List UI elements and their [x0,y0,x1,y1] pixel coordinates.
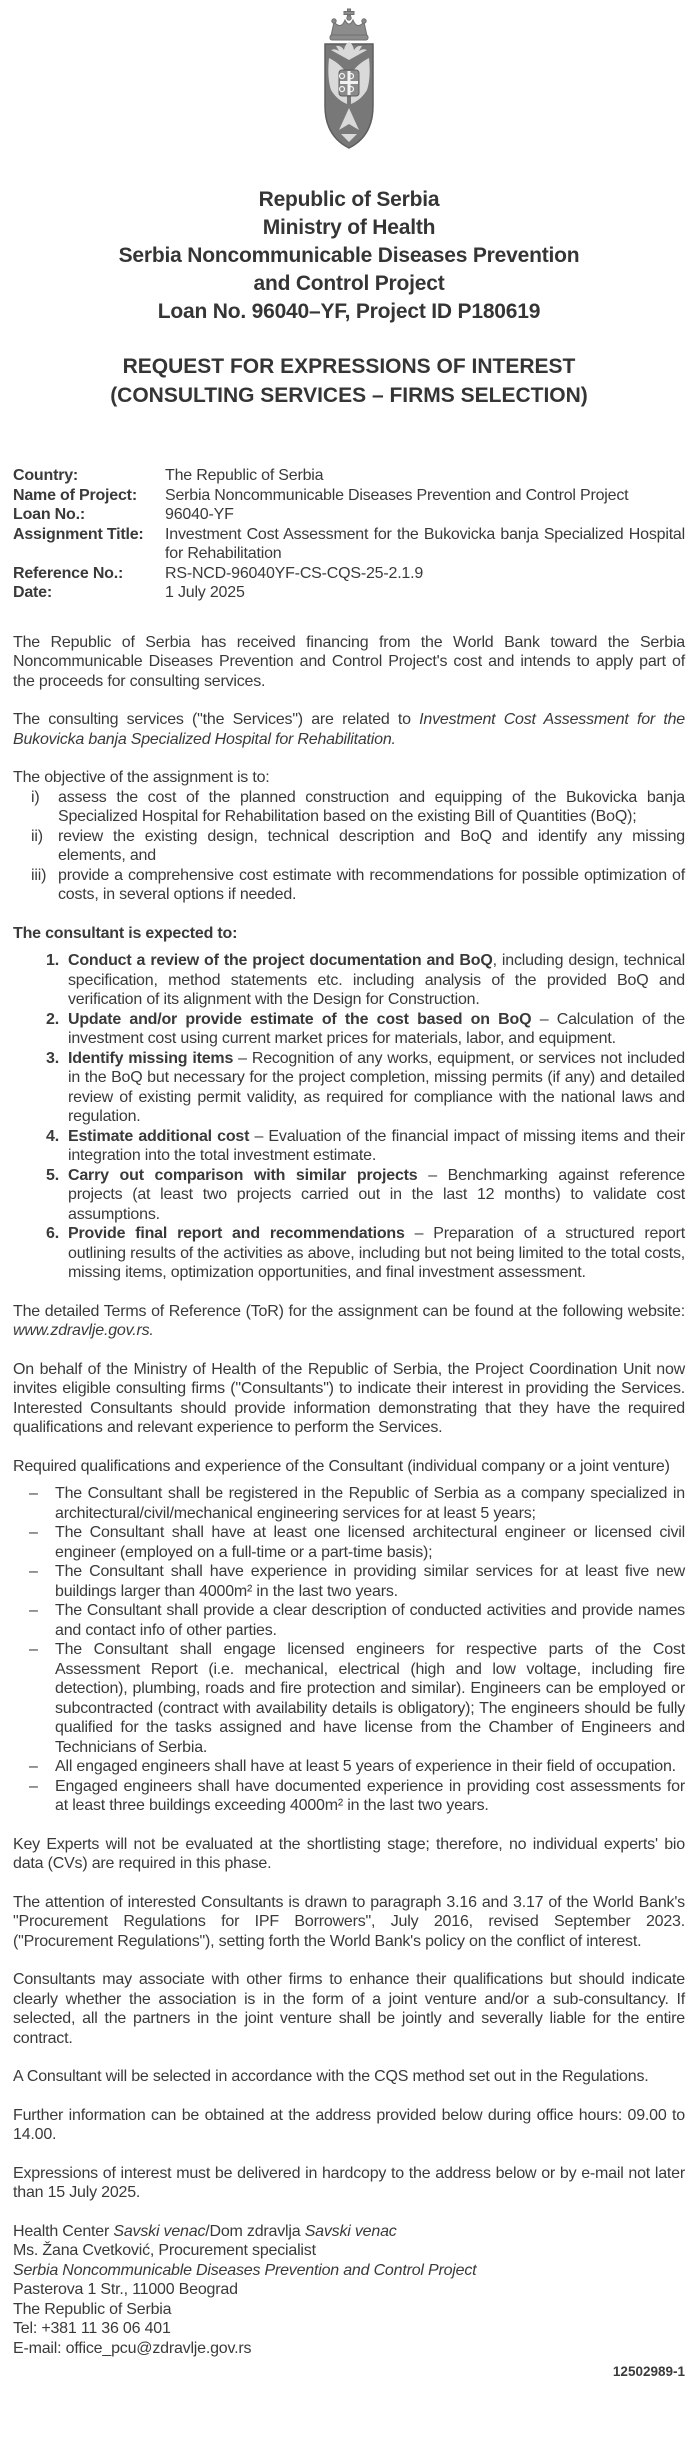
qualification-item [13,1601,685,1640]
info-value: Investment Cost Assessment for the Bukovicka banja Specialized Hospital for Rehabilitation [165,525,685,562]
qualifications-list [13,1484,685,1816]
qualification-item [13,1757,685,1777]
dash-marker: – [29,1485,38,1502]
task-item [13,1010,685,1049]
address-line-project: Serbia Noncommunicable Diseases Prevention and Control Project [13,2261,477,2279]
qualification-text: The Consultant shall be registered in the Republic of Serbia as a company specialized in architectural/civil/mechanical engineering services for at least 5 years; [55,1485,685,1522]
qualification-item [13,1777,685,1816]
objective-marker: i) [31,788,40,806]
task-rest: – Preparation of a structured report outlining results of the activities as above, including but not being limited to the total costs, missing items, optimization opportunities, and final investment assessment. [68,1225,685,1281]
document-title [13,352,685,410]
qualification-text: Engaged engineers shall have documented experience in providing cost assessments for at least three buildings exceeding 4000m² in the last two years. [55,1777,685,1814]
info-label: Name of Project: [13,486,137,504]
info-label: Country: [13,467,79,484]
services-prefix: The consulting services ("the Services") are related to [13,711,420,728]
qualification-text: All engaged engineers shall have at least 5 years of experience in their field of occupation. [55,1758,676,1775]
org-line-ministry: Ministry of Health [262,216,436,239]
key-experts-paragraph: Key Experts will not be evaluated at the shortlisting stage; therefore, no individual experts' bio data (CVs) are required in this phase. [13,1835,685,1872]
info-row-date [13,583,685,603]
consultant-tasks-list [13,951,685,1283]
address-line-health-center [13,2222,685,2242]
invitation-paragraph: On behalf of the Ministry of Health of the Republic of Serbia, the Project Coordination Unit now invites eligible consulting firms ("Consultants") to indicate their interest in providing the Services. Interested Consultants should provide information demonstrating that they have the required qualifications and relevant experience to perform the Services. [13,1360,685,1436]
info-row-loan-no [13,505,685,525]
task-item [13,1127,685,1166]
info-label: Reference No.: [13,564,124,582]
task-number: 6. [46,1225,59,1242]
financing-paragraph: The Republic of Serbia has received financing from the World Bank toward the Serbia Noncommunicable Diseases Prevention and Control Project's cost and intends to apply part of the proceeds for consulting services. [13,633,685,690]
contact-address-block [13,2222,685,2359]
objective-intro: The objective of the assignment is to: [13,769,270,786]
info-row-reference-no [13,564,685,584]
qualifications-heading: Required qualifications and experience of the Consultant (individual company or a joint venture) [13,1457,670,1475]
task-item [13,1049,685,1127]
footer-reference-code: 12502989-1 [612,2364,685,2379]
info-label: Date: [13,584,53,601]
org-line-project-1: Serbia Noncommunicable Diseases Prevention [118,244,580,267]
dash-marker: – [29,1758,38,1775]
task-rest: – Evaluation of the financial impact of missing items and their integration into the total investment estimate. [68,1127,685,1164]
qualification-text: The Consultant shall have experience in providing similar services for at least five new buildings larger than 4000m² in the last two years. [55,1563,685,1600]
objective-item [13,827,685,866]
association-paragraph: Consultants may associate with other firms to enhance their qualifications but should indicate clearly whether the association is in the form of a joint venture and/or a sub-consultancy. If selected, all the partners in the joint venture shall be jointly and severally liable for the entire contract. [13,1971,685,2047]
task-lead: Estimate additional cost [68,1127,250,1145]
task-lead: Identify missing items [68,1049,234,1067]
objective-item [13,866,685,905]
objective-item [13,788,685,827]
selection-method-paragraph: A Consultant will be selected in accordance with the CQS method set out in the Regulations. [13,2068,649,2085]
serbia-coat-of-arms-icon [301,8,397,160]
dash-marker: – [29,1641,38,1658]
address-line-email: E-mail: office_pcu@zdravlje.gov.rs [13,2339,252,2357]
task-lead: Provide final report and recommendations [68,1225,405,1242]
objective-text: review the existing design, technical description and BoQ and identify any missing elements, and [58,827,685,864]
task-rest: – Calculation of the investment cost using current market prices for materials, labor, and equipment. [68,1010,685,1047]
title-line-2: (CONSULTING SERVICES – FIRMS SELECTION) [110,384,588,407]
addr-italic: Savski venac [113,2222,206,2240]
info-value: RS-NCD-96040YF-CS-CQS-25-2.1.9 [165,564,424,582]
services-italic: Investment Cost Assessment for the Bukovicka banja Specialized Hospital for Rehabilitation. [13,711,685,748]
attention-paragraph: The attention of interested Consultants is drawn to paragraph 3.16 and 3.17 of the World Bank's "Procurement Regulations for IPF Borrowers", July 2016, revised September 2023. ("Procurement Regulations"), setting forth the World Bank's policy on the conflict of interest. [13,1893,685,1950]
task-number: 3. [46,1049,59,1067]
objective-marker: iii) [31,866,47,884]
task-number: 4. [46,1127,59,1145]
qualification-text: The Consultant shall have at least one licensed architectural engineer or licensed civil engineer (employed on a full-time or a part-time basis); [55,1524,685,1561]
info-row-assignment-title [13,525,685,564]
task-lead: Update and/or provide estimate of the cost based on BoQ [68,1010,532,1028]
task-item [13,1224,685,1283]
info-row-country [13,466,685,486]
services-paragraph [13,710,685,749]
info-value: 1 July 2025 [165,584,245,601]
info-value: The Republic of Serbia [165,467,324,484]
tor-paragraph [13,1302,685,1341]
info-row-project-name [13,486,685,506]
task-number: 1. [46,952,59,969]
expressions-deadline-paragraph: Expressions of interest must be delivered in hardcopy to the address below or by e-mail not later than 15 July 2025. [13,2164,685,2201]
org-line-project-2: and Control Project [253,272,445,295]
address-line-country: The Republic of Serbia [13,2300,172,2318]
address-line-contact-person: Ms. Žana Cvetković, Procurement specialist [13,2242,316,2259]
task-rest: – Recognition of any works, equipment, or services not included in the BoQ but necessary for the project completion, missing permits (if any) and detailed review of existing permit validity, as required for compliance with the national laws and regulation. [68,1049,686,1125]
further-info-paragraph: Further information can be obtained at the address provided below during office hours: 09.00 to 14.00. [13,2106,685,2143]
info-label: Loan No.: [13,506,85,523]
org-header [13,186,685,326]
task-rest: – Benchmarking against reference projects (at least two projects carried out in the last 12 months) to validate cost assumptions. [68,1166,685,1223]
tor-prefix: The detailed Terms of Reference (ToR) for the assignment can be found at the following website: [13,1302,685,1320]
addr-italic: Savski venac [304,2222,397,2240]
task-rest: , including design, technical specification, method statements etc. including analysis of the provided BoQ and verification of its alignment with the Design for Construction. [68,952,685,1008]
qualification-item [13,1523,685,1562]
task-item [13,951,685,1010]
addr-mid: /Dom zdravlja [205,2222,305,2240]
dash-marker: – [29,1524,38,1541]
expected-heading: The consultant is expected to: [13,924,238,942]
task-number: 5. [46,1166,59,1184]
dash-marker: – [29,1777,38,1795]
qualification-item [13,1562,685,1601]
addr-prefix: Health Center [13,2222,114,2240]
task-lead: Carry out comparison with similar projects [68,1166,418,1184]
qualification-item [13,1640,685,1757]
objectives-list [13,788,685,905]
task-item [13,1166,685,1225]
tor-website: www.zdravlje.gov.rs. [13,1322,154,1339]
address-line-tel: Tel: +381 11 36 06 401 [13,2320,171,2337]
task-number: 2. [46,1010,59,1028]
org-line-country: Republic of Serbia [258,188,440,211]
title-line-1: REQUEST FOR EXPRESSIONS OF INTEREST [122,355,576,378]
info-value: 96040-YF [165,506,234,523]
objective-text: assess the cost of the planned construction and equipping of the Bukovicka banja Specialized Hospital for Rehabilitation based on the existing Bill of Quantities (BoQ); [58,788,685,825]
org-line-loan: Loan No. 96040–YF, Project ID P180619 [157,300,541,323]
task-lead: Conduct a review of the project documentation and BoQ [68,952,493,969]
assignment-info-table [13,466,685,603]
address-line-street: Pasterova 1 Str., 11000 Beograd [13,2281,238,2298]
objective-text: provide a comprehensive cost estimate with recommendations for possible optimization of costs, in several options if needed. [58,866,685,903]
dash-marker: – [29,1563,38,1580]
qualification-item [13,1484,685,1523]
dash-marker: – [29,1602,38,1619]
qualification-text: The Consultant shall provide a clear description of conducted activities and provide names and contact info of other parties. [55,1602,685,1639]
objective-marker: ii) [31,827,43,845]
info-value: Serbia Noncommunicable Diseases Prevention and Control Project [165,486,629,504]
info-label: Assignment Title: [13,525,144,543]
qualification-text: The Consultant shall engage licensed engineers for respective parts of the Cost Assessment Report (i.e. mechanical, electrical (high and low voltage, including fire detection), plumbing, roads and fire protection and similar). Engineers can be employed or subcontracted (contract with availability details is obligatory); The engineers should be fully qualified for the tasks assigned and have license from the Chamber of Engineers and Technicians of Serbia. [55,1641,685,1756]
